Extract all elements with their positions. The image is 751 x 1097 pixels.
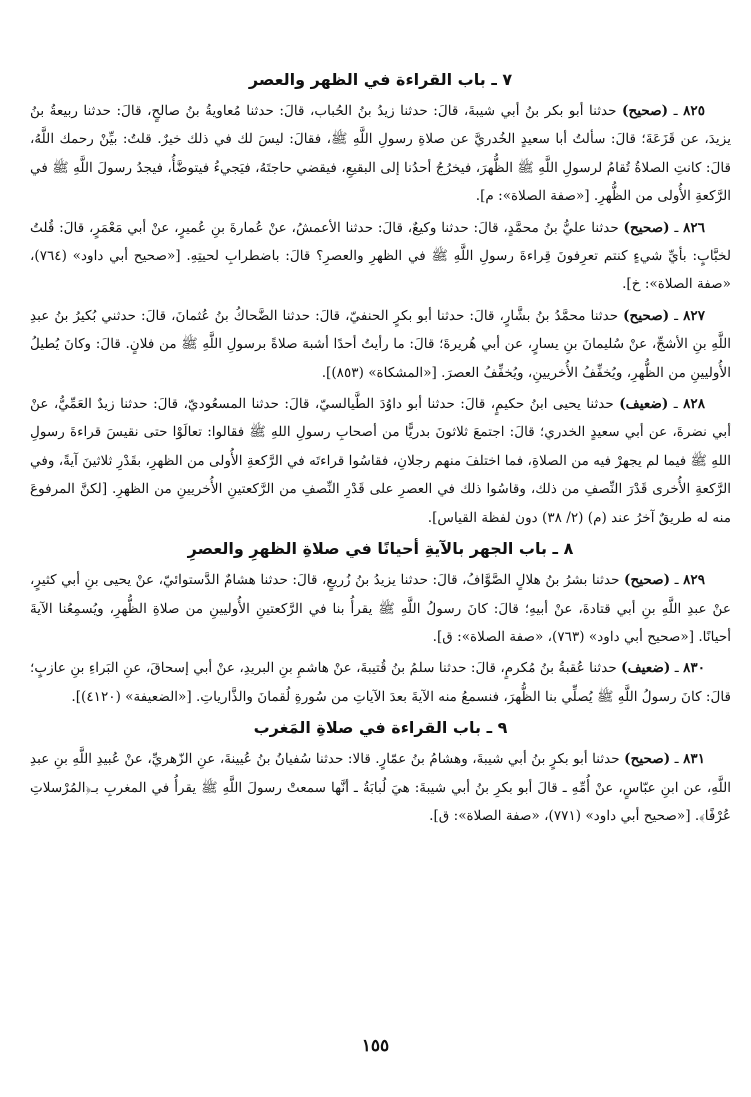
hadith-text: حدثنا بشرُ بنُ هلالٍ الصَّوَّافُ، قالَ: حدثنا يزيدُ بنُ زُريعٍ، قالَ: حدثنا هشامٌ الدَّستوائيّ، عنْ يحيى بنِ أبي كثيرٍ، عنْ عبدِ اللَّهِ بنِ أبي قتادةَ، عنْ أبيهِ؛ قالَ: كانَ رسولُ اللَّهِ ﷺ يقرأُ بنا في الرَّكعتينِ الأُوليينِ من صلاةِ الظُّهرِ، ويُسمِعُنا الآيةَ أحيانًا. [«صحيح أبي داود» (٧٦٣)، «صفة الصلاة»: ق]. <box>30 572 731 645</box>
hadith-text: حدثنا أبو بكر بنُ أبي شيبةَ، قالَ: حدثنا زيدُ بنُ الحُباب، قالَ: حدثنا مُعاويةُ بنُ صالحٍ، قالَ: حدثنا ربيعةُ بنُ يزيدَ، عن قَزَعَةَ؛ قالَ: سألتُ أبا سعيدٍ الخُدريَّ عن صلاةِ رسولِ اللَّهِ ﷺ، فقالَ: ليسَ لك في ذلك خيرٌ. قلتُ: بيِّنْ رحمك اللَّهُ، قالَ: كانتِ الصلاةُ تُقامُ لرسولِ اللَّهِ ﷺ الظُّهرَ، فيخرُجُ أحدُنا إلى البقيعِ، فيقضي حاجتَهُ، فيَجيءُ فيتوضَّأُ، فيجدُ رسولَ اللَّهِ ﷺ في الرَّكعةِ الأُولى من الظُّهرِ. [«صفة الصلاة»: م]. <box>30 103 731 205</box>
hadith-paragraph: ٨٣٠ ـ (ضعيف) حدثنا عُقبةُ بنُ مُكرمٍ، قالَ: حدثنا سلمُ بنُ قُتيبةَ، عنْ هاشمِ بنِ البريدِ، عنْ أبي إسحاقَ، عنِ البَراءِ بنِ عازبٍ؛ قالَ: كانَ رسولُ اللَّهِ ﷺ يُصلِّي بنا الظُّهرَ، فنسمعُ منه الآيةَ بعدَ الآياتِ من سُورةِ لُقمانَ والذَّارياتِ. [«الضعيفة» (٤١٢٠)]. <box>30 660 731 705</box>
hadith-number: ٨٣١ <box>683 751 705 768</box>
hadith-grade: (صحيح) <box>623 219 670 236</box>
hadith-text: حدثنا عُقبةُ بنُ مُكرمٍ، قالَ: حدثنا سلمُ بنُ قُتيبةَ، عنْ هاشمِ بنِ البريدِ، عنْ أبي إسحاقَ، عنِ البَراءِ بنِ عازبٍ؛ قالَ: كانَ رسولُ اللَّهِ ﷺ يُصلِّي بنا الظُّهرَ، فنسمعُ منه الآيةَ بعدَ الآياتِ من سُورةِ لُقمانَ والذَّارياتِ. [«الضعيفة» (٤١٢٠)]. <box>30 660 731 705</box>
hadith-text: حدثنا عليُّ بنُ محمَّدٍ، قالَ: حدثنا وكيعٌ، قالَ: حدثنا الأعمشُ، عنْ عُمارةَ بنِ عُميرٍ، عنْ أبي مَعْمَرٍ، قالَ: قُلتُ لخبَّابٍ: بأيِّ شيءٍ كنتم تعرِفونَ قِراءةَ رسولِ اللَّهِ ﷺ في الظهرِ والعصرِ؟ قالَ: باضطرابِ لحيتِهِ. [«صحيح أبي داود» (٧٦٤)، «صفة الصلاة»: خ]. <box>30 219 731 293</box>
page-number: ١٥٥ <box>361 1036 390 1056</box>
hadith-grade: (ضعيف) <box>621 660 671 677</box>
hadith-grade: (ضعيف) <box>619 396 669 413</box>
page-content <box>30 66 731 833</box>
hadith-grade: (صحيح) <box>622 103 669 119</box>
hadith-grade: (صحيح) <box>624 751 671 768</box>
hadith-text: حدثنا محمَّدُ بنُ بشَّارٍ، قالَ: حدثنا أبو بكرٍ الحنفيّ، قالَ: حدثنا الضَّحاكُ بنُ عُثمانَ، قالَ: حدثني بُكيرُ بنُ عبدِ اللَّهِ بنِ الأشجِّ، عنْ سُليمانَ بنِ يسارٍ، عن أبي هُريرةَ؛ قالَ: ما رأيتُ أحدًا أشبهَ صلاةً برسولِ اللَّهِ ﷺ من فلانٍ. قالَ: وكانَ يُطيلُ الأُوليينِ من الظُّهرِ، ويُخفِّفُ الأُخريينِ، ويُخفِّفُ العصرَ. [«المشكاة» (٨٥٣)]. <box>30 307 731 381</box>
hadith-number: ٨٢٩ <box>683 572 706 589</box>
section-title: ٨ ـ باب الجهر بالآيةِ أحيانًا في صلاةِ الظهرِ والعصرِ <box>187 539 574 559</box>
hadith-number: ٨٢٨ <box>683 396 706 413</box>
hadith-text: حدثنا أبو بكرٍ بنُ أبي شيبةَ، وهشامُ بنُ عمّارٍ. قالا: حدثنا سُفيانُ بنُ عُيينةَ، عنِ الزّهريِّ، عنْ عُبيدِ اللَّهِ بنِ عبدِ اللَّهِ، عن ابنِ عبّاسٍ، عنْ أُمِّهِ ـ قالَ أبو بكرِ بنُ أبي شيبةَ: هيَ لُبابَةُ ـ أنَّها سمعتْ رسولَ اللَّهِ ﷺ يقرأُ في المغربِ بـ﴿المُرْسلاتِ عُرْفًا﴾. [«صحيح أبي داود» (٧٧١)، «صفة الصلاة»: ق]. <box>30 751 731 824</box>
hadith-paragraph: ٨٢٩ ـ (صحيح) حدثنا بشرُ بنُ هلالٍ الصَّوَّافُ، قالَ: حدثنا يزيدُ بنُ زُريعٍ، قالَ: حدثنا هشامٌ الدَّستوائيّ، عنْ يحيى بنِ أبي كثيرٍ، عنْ عبدِ اللَّهِ بنِ أبي قتادةَ، عنْ أبيهِ؛ قالَ: كانَ رسولُ اللَّهِ ﷺ يقرأُ بنا في الرَّكعتينِ الأُوليينِ من صلاةِ الظُّهرِ، ويُسمِعُنا الآيةَ أحيانًا. [«صحيح أبي داود» (٧٦٣)، «صفة الصلاة»: ق]. <box>30 572 731 645</box>
hadith-number: ٨٢٧ <box>683 307 706 324</box>
section-title: ٧ ـ باب القراءة في الظهر والعصر <box>248 70 513 89</box>
hadith-paragraph: ٨٣١ ـ (صحيح) حدثنا أبو بكرٍ بنُ أبي شيبةَ، وهشامُ بنُ عمّارٍ. قالا: حدثنا سُفيانُ بنُ عُيينةَ، عنِ الزّهريِّ، عنْ عُبيدِ اللَّهِ بنِ عبدِ اللَّهِ، عن ابنِ عبّاسٍ، عنْ أُمِّهِ ـ قالَ أبو بكرِ بنُ أبي شيبةَ: هيَ لُبابَةُ ـ أنَّها سمعتْ رسولَ اللَّهِ ﷺ يقرأُ في المغربِ بـ﴿المُرْسلاتِ عُرْفًا﴾. [«صحيح أبي داود» (٧٧١)، «صفة الصلاة»: ق]. <box>30 751 731 824</box>
hadith-paragraph: ٨٢٥ ـ (صحيح) حدثنا أبو بكر بنُ أبي شيبةَ، قالَ: حدثنا زيدُ بنُ الحُباب، قالَ: حدثنا مُعاويةُ بنُ صالحٍ، قالَ: حدثنا ربيعةُ بنُ يزيدَ، عن قَزَعَةَ؛ قالَ: سألتُ أبا سعيدٍ الخُدريَّ عن صلاةِ رسولِ اللَّهِ ﷺ، فقالَ: ليسَ لك في ذلك خيرٌ. قلتُ: بيِّنْ رحمك اللَّهُ، قالَ: كانتِ الصلاةُ تُقامُ لرسولِ اللَّهِ ﷺ الظُّهرَ، فيخرُجُ أحدُنا إلى البقيعِ، فيقضي حاجتَهُ، فيَجيءُ فيتوضَّأُ، فيجدُ رسولَ اللَّهِ ﷺ في الرَّكعةِ الأُولى من الظُّهرِ. [«صفة الصلاة»: م]. <box>30 103 731 205</box>
hadith-paragraph: ٨٢٨ ـ (ضعيف) حدثنا يحيى ابنُ حكيمٍ، قالَ: حدثنا أبو داوُدَ الطَّيالسيّ، قالَ: حدثنا المسعُوديّ، قالَ: حدثنا زيدٌ العَمِّيُّ، عنْ أبي نضرةَ، عن أبي سعيدٍ الخدري؛ قالَ: اجتمعَ ثلاثونَ بدريًّا من أصحابِ رسولِ اللهِ ﷺ فقالوا: تعالَوْا حتى نقيسَ قراءةَ رسولِ اللهِ ﷺ فيما لم يجهرْ فيه من الصلاةِ، فما اختلفَ منهم رجلانِ، فقاسُوا قراءتَه في الرَّكعةِ الأُولى من الظهرِ، بقَدْرِ ثلاثينَ آيةً، وفي الرَّكعةِ الأُخرى قَدْرَ النِّصفِ من ذلك، وقاسُوا ذلك في العصرِ على قَدْرِ النِّصفِ من الرَّكعتينِ الأُخريينِ من الظهرِ. [لكنَّ المرفوعَ منه له طريقٌ آخرُ عند (م) (٢/ ٣٨) دون لفظة القياس]. <box>30 396 731 526</box>
hadith-grade: (صحيح) <box>623 307 670 324</box>
hadith-paragraph: ٨٢٦ ـ (صحيح) حدثنا عليُّ بنُ محمَّدٍ، قالَ: حدثنا وكيعٌ، قالَ: حدثنا الأعمشُ، عنْ عُمارةَ بنِ عُميرٍ، عنْ أبي مَعْمَرٍ، قالَ: قُلتُ لخبَّابٍ: بأيِّ شيءٍ كنتم تعرِفونَ قِراءةَ رسولِ اللَّهِ ﷺ في الظهرِ والعصرِ؟ قالَ: باضطرابِ لحيتِهِ. [«صحيح أبي داود» (٧٦٤)، «صفة الصلاة»: خ]. <box>30 219 731 293</box>
hadith-paragraph: ٨٢٧ ـ (صحيح) حدثنا محمَّدُ بنُ بشَّارٍ، قالَ: حدثنا أبو بكرٍ الحنفيّ، قالَ: حدثنا الضَّحاكُ بنُ عُثمانَ، قالَ: حدثني بُكيرُ بنُ عبدِ اللَّهِ بنِ الأشجِّ، عنْ سُليمانَ بنِ يسارٍ، عن أبي هُريرةَ؛ قالَ: ما رأيتُ أحدًا أشبهَ صلاةً برسولِ اللَّهِ ﷺ من فلانٍ. قالَ: وكانَ يُطيلُ الأُوليينِ من الظُّهرِ، ويُخفِّفُ الأُخريينِ، ويُخفِّفُ العصرَ. [«المشكاة» (٨٥٣)]. <box>30 307 731 381</box>
section-title: ٩ ـ باب القراءة في صلاةِ المَغرب <box>253 718 508 738</box>
hadith-number: ٨٢٥ <box>683 103 705 119</box>
hadith-number: ٨٢٦ <box>683 219 705 236</box>
hadith-number: ٨٣٠ <box>683 660 706 677</box>
hadith-grade: (صحيح) <box>624 572 671 589</box>
hadith-text: حدثنا يحيى ابنُ حكيمٍ، قالَ: حدثنا أبو داوُدَ الطَّيالسيّ، قالَ: حدثنا المسعُوديّ، قالَ: حدثنا زيدٌ العَمِّيُّ، عنْ أبي نضرةَ، عن أبي سعيدٍ الخدري؛ قالَ: اجتمعَ ثلاثونَ بدريًّا من أصحابِ رسولِ اللهِ ﷺ فقالوا: تعالَوْا حتى نقيسَ قراءةَ رسولِ اللهِ ﷺ فيما لم يجهرْ فيه من الصلاةِ، فما اختلفَ منهم رجلانِ، فقاسُوا قراءتَه في الرَّكعةِ الأُولى من الظهرِ، بقَدْرِ ثلاثينَ آيةً، وفي الرَّكعةِ الأُخرى قَدْرَ النِّصفِ من ذلك، وقاسُوا ذلك في العصرِ على قَدْرِ النِّصفِ من الرَّكعتينِ الأُخريينِ من الظهرِ. [لكنَّ المرفوعَ منه له طريقٌ آخرُ عند (م) (٢/ ٣٨) دون لفظة القياس]. <box>30 396 731 526</box>
